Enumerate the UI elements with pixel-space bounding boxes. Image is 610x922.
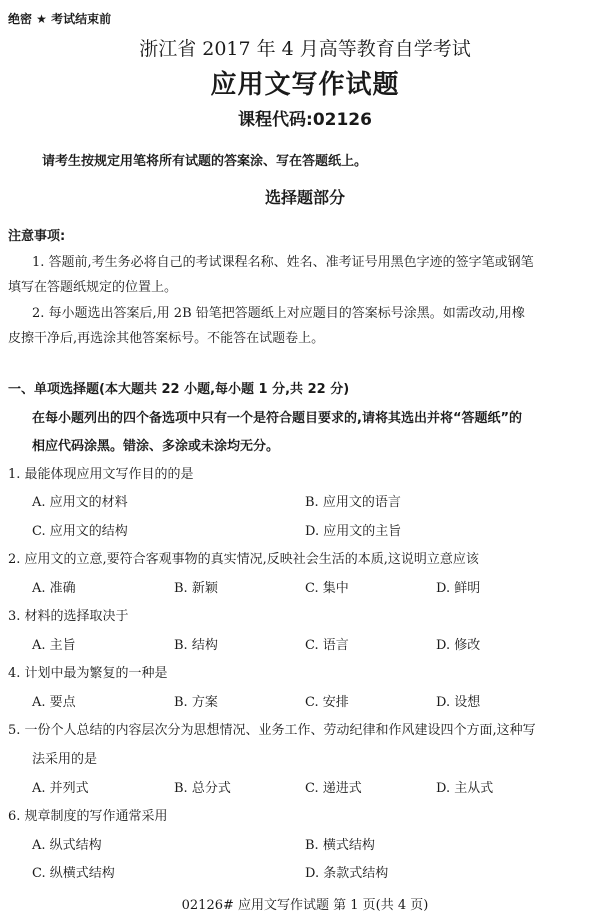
section-title: 选择题部分 — [264, 188, 345, 207]
question-4-stem: 4. 计划中最为繁复的一种是 — [8, 666, 168, 681]
exam-title: 浙江省 2017 年 4 月高等教育自学考试 — [139, 38, 471, 60]
question-3-stem: 3. 材料的选择取决于 — [8, 609, 129, 624]
question-1-option-b: B. 应用文的语言 — [305, 495, 401, 510]
part1-description: 在每小题列出的四个备选项中只有一个是符合题目要求的,请将其选出并将“答题纸”的 — [32, 411, 523, 426]
question-2-stem: 2. 应用文的立意,要符合客观事物的真实情况,反映社会生活的本质,这说明立意应该 — [8, 552, 479, 567]
answer-instruction: 请考生按规定用笔将所有试题的答案涂、写在答题纸上。 — [42, 154, 368, 169]
question-6-option-d: D. 条款式结构 — [305, 866, 389, 881]
question-4-option-b: B. 方案 — [174, 695, 218, 710]
question-3-option-a: A. 主旨 — [32, 638, 76, 653]
question-3-option-c: C. 语言 — [305, 638, 349, 653]
question-5-option-b: B. 总分式 — [174, 781, 231, 796]
question-1-option-d: D. 应用文的主旨 — [305, 524, 402, 539]
question-6-option-b: B. 横式结构 — [305, 838, 375, 853]
part1-heading: 一、单项选择题(本大题共 22 小题,每小题 1 分,共 22 分) — [8, 382, 350, 397]
question-5-stem: 5. 一份个人总结的内容层次分为思想情况、业务工作、劳动纪律和作风建设四个方面,这种写 — [8, 723, 536, 738]
page-footer: 02126# 应用文写作试题 第 1 页(共 4 页) — [181, 898, 429, 913]
question-2-option-b: B. 新颖 — [174, 581, 218, 596]
question-5-option-a: A. 并列式 — [32, 781, 89, 796]
question-3-option-b: B. 结构 — [174, 638, 218, 653]
question-6-option-c: C. 纵横式结构 — [32, 866, 115, 881]
question-3-option-d: D. 修改 — [436, 638, 481, 653]
question-5-option-d: D. 主从式 — [436, 781, 494, 796]
notice-heading: 注意事项: — [8, 229, 66, 244]
question-2-option-a: A. 准确 — [32, 581, 76, 596]
notice-line: 1. 答题前,考生务必将自己的考试课程名称、姓名、准考证号用黑色字迹的签字笔或钢笔 — [32, 255, 534, 270]
question-5-option-c: C. 递进式 — [305, 781, 362, 796]
question-1-option-a: A. 应用文的材料 — [32, 495, 128, 510]
part1-description: 相应代码涂黑。错涂、多涂或未涂均无分。 — [32, 439, 280, 454]
question-2-option-d: D. 鲜明 — [436, 581, 481, 596]
question-6-stem: 6. 规章制度的写作通常采用 — [8, 809, 168, 824]
course-code: 课程代码:02126 — [238, 110, 372, 130]
question-5-stem-continued: 法采用的是 — [32, 752, 98, 767]
question-4-option-a: A. 要点 — [32, 695, 76, 710]
question-1-option-c: C. 应用文的结构 — [32, 524, 128, 539]
paper-title: 应用文写作试题 — [210, 70, 400, 100]
notice-line: 填写在答题纸规定的位置上。 — [8, 280, 178, 295]
notice-line: 2. 每小题选出答案后,用 2B 铅笔把答题纸上对应题目的答案标号涂黑。如需改动,用橡 — [32, 306, 525, 321]
question-6-option-a: A. 纵式结构 — [32, 838, 102, 853]
secret-label: 绝密 ★ 考试结束前 — [8, 12, 112, 26]
question-1-stem: 1. 最能体现应用文写作目的的是 — [8, 467, 194, 482]
question-2-option-c: C. 集中 — [305, 581, 349, 596]
notice-line: 皮擦干净后,再选涂其他答案标号。不能答在试题卷上。 — [8, 331, 325, 346]
question-4-option-c: C. 安排 — [305, 695, 349, 710]
question-4-option-d: D. 设想 — [436, 695, 481, 710]
